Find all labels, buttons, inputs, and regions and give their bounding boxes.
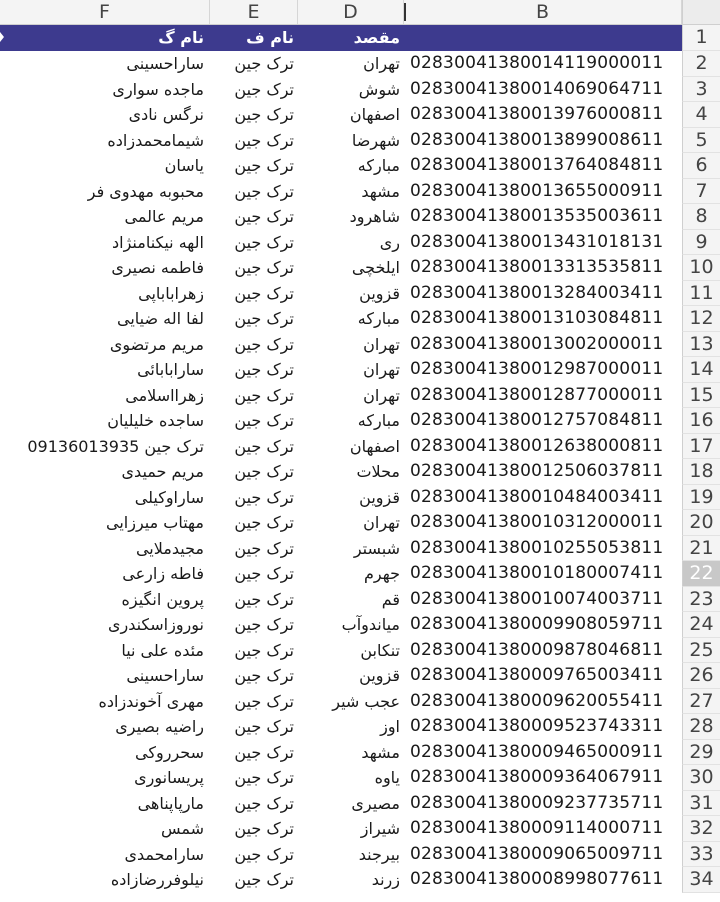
column-header-f[interactable]: F [0,0,210,24]
cell-first-name[interactable]: زهراباباپی [138,283,204,303]
cell-destination[interactable]: تهران [363,334,400,354]
table-row [0,536,720,562]
cell-tracking-number[interactable]: 02830041380014119000011 [410,53,664,73]
cell-destination[interactable]: ایلخچی [351,258,400,277]
cell-first-name[interactable]: سارابابائی [137,360,204,379]
cell-first-name[interactable]: راضیه بصیری [115,717,204,736]
cell-tracking-number[interactable]: 02830041380012987000011 [410,359,664,379]
row-number[interactable]: 3 [682,77,720,103]
cell-first-name[interactable]: فاطمه نصیری [111,258,204,277]
cell-tracking-number[interactable]: 02830041380009620055411 [410,690,664,711]
table-row [0,689,720,715]
header-row [0,25,720,51]
column-resize-cursor [404,3,406,21]
cell-tracking-number[interactable]: 02830041380010484003411 [410,486,664,507]
table-row [0,663,720,689]
table-row [0,587,720,613]
cell-tracking-number[interactable]: 02830041380009114000711 [410,818,664,838]
row-number[interactable]: 26 [682,663,720,689]
cell-tracking-number[interactable]: 02830041380012638000811 [410,435,664,456]
cell-tracking-number[interactable]: 02830041380013284003411 [410,282,664,303]
cell-destination[interactable]: مبارکه [357,309,400,328]
row-number[interactable]: 20 [682,510,720,536]
cell-last-name[interactable]: ترک جین [234,615,294,634]
cell-first-name[interactable]: مریم مرتضوی [109,334,204,354]
cell-last-name[interactable]: ترک جین [234,258,294,277]
cell-destination[interactable]: تهران [363,360,400,379]
cell-destination[interactable]: ری [379,232,400,252]
row-number[interactable]: 28 [682,714,720,740]
cell-first-name[interactable]: الهه نیکنامنژاد [112,232,204,252]
row-number[interactable]: 15 [682,383,720,409]
cell-first-name[interactable]: ترک جین 09136013935 [27,436,204,456]
cell-last-name[interactable]: ترک جین [234,156,294,175]
cell-last-name[interactable]: ترک جین [234,411,294,430]
cell-destination[interactable]: تهران [363,385,400,405]
column-header-d[interactable]: D [298,0,404,24]
cell-tracking-number[interactable]: 02830041380009465000911 [410,741,664,762]
table-row [0,230,720,256]
row-number[interactable]: 30 [682,765,720,791]
cell-first-name[interactable]: سحرروکی [135,742,204,762]
table-row [0,714,720,740]
table-row [0,383,720,409]
table-row [0,153,720,179]
row-number[interactable]: 9 [682,230,720,256]
select-all-corner[interactable] [682,0,720,24]
cell-last-name[interactable]: ترک جین [234,487,294,507]
cell-tracking-number[interactable]: 02830041380009908059711 [410,614,664,634]
cell-last-name[interactable]: ترک جین [234,819,294,838]
cell-destination[interactable]: یاوه [374,768,400,787]
cell-destination[interactable]: شوش [358,79,400,99]
table-row [0,128,720,154]
table-row [0,357,720,383]
cell-last-name[interactable]: ترک جین [234,742,294,762]
cell-tracking-number[interactable]: 02830041380013764084811 [410,155,664,175]
cell-first-name[interactable]: ماجده سواری [112,79,204,99]
cell-last-name[interactable]: ترک جین [234,360,294,379]
cell-destination[interactable]: شهرضا [351,130,400,150]
cell-destination[interactable]: قم [381,589,400,609]
cell-last-name[interactable]: ترک جین [234,691,294,711]
table-row [0,77,720,103]
cell-first-name[interactable]: یاسان [164,156,204,175]
cell-last-name[interactable]: ترک جین [234,666,294,685]
cell-last-name[interactable]: ترک جین [234,309,294,328]
table-row [0,485,720,511]
cell-tracking-number[interactable]: 02830041380013535003611 [410,206,664,226]
row-marker-icon [0,32,4,42]
row-number[interactable]: 12 [682,306,720,332]
table-row [0,510,720,536]
cell-tracking-number[interactable]: 02830041380010312000011 [410,512,664,532]
cell-tracking-number[interactable]: 02830041380009523743311 [410,716,664,736]
cell-destination[interactable]: قزوین [359,487,400,507]
cell-tracking-number[interactable]: 02830041380010180007411 [410,563,664,583]
header-cell-destination[interactable]: مقصد [298,25,404,51]
cell-tracking-number[interactable]: 02830041380013976000811 [410,104,664,124]
cell-first-name[interactable]: فاطه زارعی [122,564,204,583]
row-number[interactable]: 33 [682,842,720,868]
table-row [0,842,720,868]
table-row [0,612,720,638]
cell-last-name[interactable]: ترک جین [234,54,294,73]
row-number[interactable]: 32 [682,816,720,842]
header-cell-last-name[interactable]: نام ف [210,25,298,51]
cell-first-name[interactable]: مریم حمیدی [121,462,204,481]
cell-destination[interactable]: مصیری [351,793,400,813]
cell-last-name[interactable]: ترک جین [234,768,294,787]
row-number[interactable]: 7 [682,179,720,205]
cell-first-name[interactable]: نیلوفررضازاده [110,870,204,889]
cell-destination[interactable]: مبارکه [357,156,400,175]
cell-first-name[interactable]: مارپاپناهی [137,793,204,813]
cell-destination[interactable]: مشهد [361,181,400,201]
table-row [0,765,720,791]
cell-tracking-number[interactable]: 02830041380009237735711 [410,792,664,813]
row-number[interactable]: 8 [682,204,720,230]
cell-first-name[interactable]: نرگس نادی [128,105,204,124]
cell-first-name[interactable]: مجیدملایی [135,538,204,558]
cell-destination[interactable]: بیرجند [358,844,400,864]
row-number[interactable]: 1 [682,25,720,51]
cell-destination[interactable]: میاندوآب [341,615,400,634]
table-row [0,408,720,434]
cell-destination[interactable]: زرند [371,870,400,889]
table-row [0,281,720,307]
row-number[interactable]: 16 [682,408,720,434]
row-number[interactable]: 31 [682,791,720,817]
cell-last-name[interactable]: ترک جین [234,844,294,864]
table-row [0,255,720,281]
cell-first-name[interactable]: شمس [160,819,204,838]
column-header-b[interactable]: B [404,0,682,24]
header-cell-first-name[interactable]: نام گ [0,25,210,51]
row-number[interactable]: 11 [682,281,720,307]
row-number[interactable]: 19 [682,485,720,511]
cell-tracking-number[interactable]: 02830041380014069064711 [410,78,664,99]
table-row [0,332,720,358]
cell-first-name[interactable]: مهری آخوندزاده [98,691,204,711]
table-row [0,179,720,205]
row-number[interactable]: 22 [682,561,720,587]
cell-last-name[interactable]: ترک جین [234,717,294,736]
cell-last-name[interactable]: ترک جین [234,564,294,583]
column-header-bar [0,0,720,25]
cell-first-name[interactable]: مهتاب میرزایی [106,513,204,532]
cell-tracking-number[interactable]: 02830041380009765003411 [410,665,664,685]
cell-destination[interactable]: عجب شیر [332,691,400,711]
table-row [0,204,720,230]
table-row [0,306,720,332]
cell-tracking-number[interactable]: 02830041380008998077611 [410,869,664,889]
row-number[interactable]: 10 [682,255,720,281]
cell-first-name[interactable]: پروین انگیزه [121,589,204,609]
row-number[interactable]: 23 [682,587,720,613]
cell-last-name[interactable]: ترک جین [234,232,294,252]
row-number[interactable]: 21 [682,536,720,562]
cell-destination[interactable]: شاهرود [349,207,400,226]
table-row [0,740,720,766]
table-row [0,816,720,842]
cell-tracking-number[interactable]: 02830041380013655000911 [410,180,664,201]
row-number[interactable]: 6 [682,153,720,179]
cell-first-name[interactable]: محبوبه مهدوی فر [87,181,204,201]
cell-first-name[interactable]: مریم عالمی [124,207,204,226]
cell-last-name[interactable]: ترک جین [234,640,294,660]
cell-last-name[interactable]: ترک جین [234,283,294,303]
cell-first-name[interactable]: ساجده خلیلیان [107,411,204,430]
row-number[interactable]: 14 [682,357,720,383]
cell-last-name[interactable]: ترک جین [234,462,294,481]
cell-last-name[interactable]: ترک جین [234,207,294,226]
cell-tracking-number[interactable]: 02830041380012757084811 [410,410,664,430]
cell-tracking-number[interactable]: 02830041380010074003711 [410,588,664,609]
cell-first-name[interactable]: ساراحسینی [126,54,204,73]
cell-last-name[interactable]: ترک جین [234,105,294,124]
cell-tracking-number[interactable]: 02830041380013103084811 [410,308,664,328]
table-row [0,51,720,77]
table-row [0,459,720,485]
cell-last-name[interactable]: ترک جین [234,538,294,558]
cell-last-name[interactable]: ترک جین [234,334,294,354]
cell-destination[interactable]: شبستر [353,538,400,558]
cell-destination[interactable]: قزوین [359,283,400,303]
cell-destination[interactable]: مشهد [361,742,400,762]
cell-destination[interactable]: اوز [380,717,400,736]
cell-tracking-number[interactable]: 02830041380009065009711 [410,843,664,864]
cell-destination[interactable]: جهرم [364,564,400,583]
cell-tracking-number[interactable]: 02830041380010255053811 [410,537,664,558]
cell-last-name[interactable]: ترک جین [234,793,294,813]
cell-destination[interactable]: تنکابن [360,640,400,660]
row-number[interactable]: 18 [682,459,720,485]
cell-tracking-number[interactable]: 02830041380009878046811 [410,639,664,660]
row-number[interactable]: 4 [682,102,720,128]
cell-tracking-number[interactable]: 02830041380013899008611 [410,129,664,150]
cell-first-name[interactable]: شیمامحمدزاده [107,130,204,150]
cell-last-name[interactable]: ترک جین [234,130,294,150]
cell-tracking-number[interactable]: 02830041380009364067911 [410,767,664,787]
cell-destination[interactable]: مبارکه [357,411,400,430]
cell-destination[interactable]: محلات [356,462,400,481]
cell-destination[interactable]: تهران [363,54,400,73]
cell-destination[interactable]: اصفهان [349,436,400,456]
table-row [0,434,720,460]
table-row [0,561,720,587]
cell-tracking-number[interactable]: 02830041380012506037811 [410,461,664,481]
cell-first-name[interactable]: لفا اله ضیایی [117,309,204,328]
row-number[interactable]: 25 [682,638,720,664]
row-number[interactable]: 29 [682,740,720,766]
cell-last-name[interactable]: ترک جین [234,181,294,201]
table-row [0,638,720,664]
row-number[interactable]: 5 [682,128,720,154]
header-cell-b[interactable] [404,25,682,51]
cell-destination[interactable]: قزوین [359,666,400,685]
cell-destination[interactable]: شیراز [360,819,400,838]
cell-tracking-number[interactable]: 02830041380012877000011 [410,384,664,405]
cell-last-name[interactable]: ترک جین [234,870,294,889]
column-header-e[interactable]: E [210,0,298,24]
cell-last-name[interactable]: ترک جین [234,385,294,405]
cell-destination[interactable]: تهران [363,513,400,532]
cell-first-name[interactable]: ساراوکیلی [134,487,204,507]
row-number[interactable]: 34 [682,867,720,893]
cell-last-name[interactable]: ترک جین [234,589,294,609]
cell-first-name[interactable]: مئده علی نیا [121,640,204,660]
cell-first-name[interactable]: نوروزاسکندری [107,615,204,634]
cell-tracking-number[interactable]: 02830041380013002000011 [410,333,664,354]
cell-last-name[interactable]: ترک جین [234,79,294,99]
row-number[interactable]: 17 [682,434,720,460]
cell-first-name[interactable]: زهرااسلامی [125,385,204,405]
cell-last-name[interactable]: ترک جین [234,513,294,532]
cell-destination[interactable]: اصفهان [349,105,400,124]
row-number[interactable]: 24 [682,612,720,638]
row-number[interactable]: 13 [682,332,720,358]
cell-first-name[interactable]: سارامحمدی [124,844,204,864]
cell-tracking-number[interactable]: 02830041380013313535811 [410,257,664,277]
table-row [0,102,720,128]
table-row [0,791,720,817]
cell-last-name[interactable]: ترک جین [234,436,294,456]
row-number[interactable]: 2 [682,51,720,77]
cell-first-name[interactable]: پریسانوری [134,768,204,787]
table-row [0,867,720,893]
row-number[interactable]: 27 [682,689,720,715]
cell-tracking-number[interactable]: 02830041380013431018131 [410,231,664,252]
cell-first-name[interactable]: ساراحسینی [126,666,204,685]
